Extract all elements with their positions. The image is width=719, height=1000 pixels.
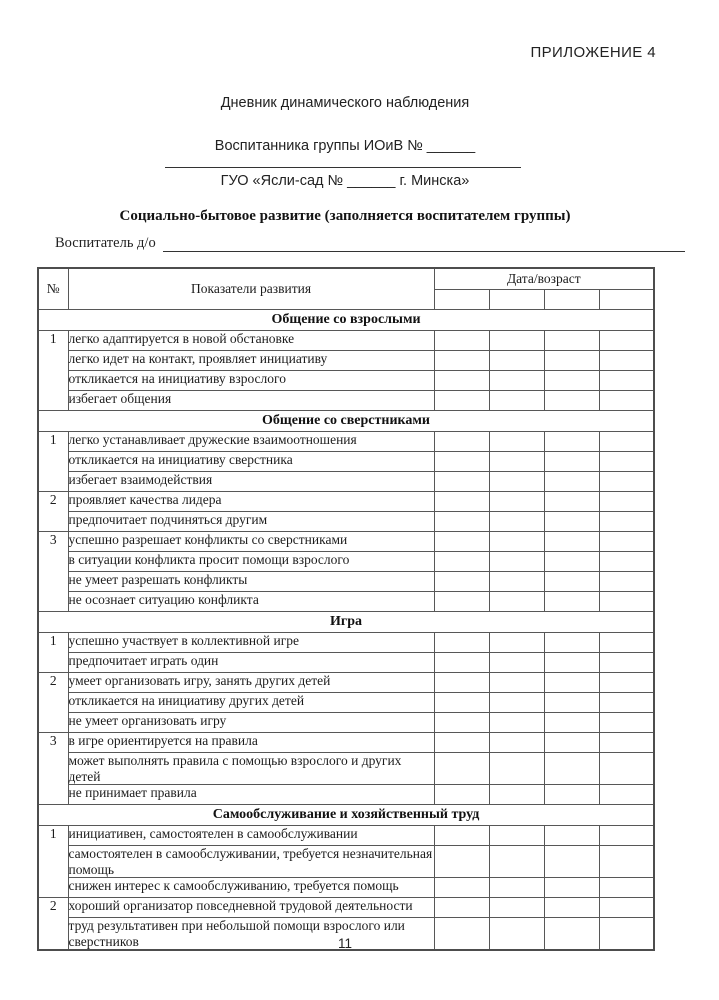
date-cell <box>599 532 654 552</box>
institution-line: ГУО «Ясли-сад № ______ г. Минска» <box>220 173 470 189</box>
date-cell <box>489 633 544 653</box>
table-header-row <box>38 268 654 290</box>
date-cell <box>489 532 544 552</box>
indicator-cell: хороший организатор повседневной трудовой деятельности <box>68 898 434 918</box>
indicator-cell: успешно участвует в коллективной игре <box>68 633 434 653</box>
date-cell <box>599 432 654 452</box>
indicator-cell: не осознает ситуацию конфликта <box>68 592 434 612</box>
date-cell <box>544 878 599 898</box>
table-row <box>38 472 654 492</box>
date-cell <box>434 826 489 846</box>
row-number-cell: 2 <box>38 898 68 951</box>
date-cell <box>489 653 544 673</box>
indicator-cell: не умеет организовать игру <box>68 713 434 733</box>
date-cell <box>544 532 599 552</box>
date-cell <box>599 572 654 592</box>
table-row <box>38 512 654 532</box>
date-cell <box>489 846 544 878</box>
date-cell <box>489 492 544 512</box>
date-column-cell <box>434 290 489 310</box>
date-cell <box>489 452 544 472</box>
section-title-row <box>38 805 654 826</box>
section-heading: Социально-бытовое развитие (заполняется воспитателем группы) <box>119 208 571 224</box>
indicator-cell: предпочитает играть один <box>68 653 434 673</box>
date-cell <box>544 673 599 693</box>
table-row <box>38 532 654 552</box>
table-row <box>38 432 654 452</box>
date-cell <box>434 592 489 612</box>
date-cell <box>434 653 489 673</box>
table-row <box>38 826 654 846</box>
teacher-writing-line <box>163 235 685 252</box>
date-cell <box>599 673 654 693</box>
section-title-row <box>38 310 654 331</box>
date-cell <box>544 733 599 753</box>
date-cell <box>544 713 599 733</box>
date-cell <box>599 693 654 713</box>
date-column-cell <box>599 290 654 310</box>
date-cell <box>489 753 544 785</box>
date-cell <box>489 785 544 805</box>
date-cell <box>489 733 544 753</box>
table-row <box>38 846 654 878</box>
table-row <box>38 673 654 693</box>
date-cell <box>434 633 489 653</box>
col-header-indicators: Показатели развития <box>68 268 434 310</box>
date-cell <box>599 331 654 351</box>
date-cell <box>599 351 654 371</box>
date-cell <box>544 391 599 411</box>
date-cell <box>544 432 599 452</box>
indicator-cell: откликается на инициативу взрослого <box>68 371 434 391</box>
observation-table <box>37 267 655 951</box>
appendix-label: ПРИЛОЖЕНИЕ 4 <box>530 44 656 61</box>
date-cell <box>544 633 599 653</box>
date-cell <box>489 572 544 592</box>
date-cell <box>544 653 599 673</box>
date-cell <box>489 512 544 532</box>
date-cell <box>599 713 654 733</box>
section-title-row <box>38 612 654 633</box>
table-row <box>38 331 654 351</box>
col-header-date-age: Дата/возраст <box>434 268 654 290</box>
date-cell <box>489 673 544 693</box>
table-row <box>38 733 654 753</box>
row-number-cell: 3 <box>38 532 68 612</box>
table-row <box>38 351 654 371</box>
indicator-cell: снижен интерес к самообслуживанию, требуется помощь <box>68 878 434 898</box>
date-cell <box>489 331 544 351</box>
date-cell <box>544 753 599 785</box>
date-cell <box>489 371 544 391</box>
teacher-line <box>55 235 685 252</box>
date-cell <box>544 572 599 592</box>
table-row <box>38 633 654 653</box>
date-cell <box>544 552 599 572</box>
table-row <box>38 552 654 572</box>
date-cell <box>434 673 489 693</box>
table-row <box>38 371 654 391</box>
indicator-cell: легко адаптируется в новой обстановке <box>68 331 434 351</box>
date-cell <box>489 826 544 846</box>
date-cell <box>434 572 489 592</box>
date-cell <box>599 753 654 785</box>
date-cell <box>599 592 654 612</box>
date-cell <box>599 552 654 572</box>
table-row <box>38 693 654 713</box>
name-writing-line <box>165 153 521 168</box>
document-title: Дневник динамического наблюдения <box>220 95 470 111</box>
indicator-cell: в ситуации конфликта просит помощи взрослого <box>68 552 434 572</box>
date-cell <box>434 878 489 898</box>
date-cell <box>599 633 654 653</box>
date-cell <box>489 898 544 918</box>
date-cell <box>489 351 544 371</box>
date-cell <box>434 331 489 351</box>
date-cell <box>599 653 654 673</box>
section-title-cell: Самообслуживание и хозяйственный труд <box>38 805 654 826</box>
row-number-cell: 1 <box>38 826 68 898</box>
indicator-cell: откликается на инициативу сверстника <box>68 452 434 472</box>
date-cell <box>599 826 654 846</box>
date-cell <box>434 552 489 572</box>
table-row <box>38 785 654 805</box>
indicator-cell: откликается на инициативу других детей <box>68 693 434 713</box>
table-row <box>38 713 654 733</box>
date-cell <box>544 512 599 532</box>
date-cell <box>489 592 544 612</box>
date-cell <box>434 351 489 371</box>
date-cell <box>434 432 489 452</box>
date-cell <box>489 552 544 572</box>
indicator-cell: избегает взаимодействия <box>68 472 434 492</box>
date-cell <box>599 878 654 898</box>
date-cell <box>544 826 599 846</box>
row-number-cell: 2 <box>38 673 68 733</box>
date-cell <box>489 693 544 713</box>
date-cell <box>434 898 489 918</box>
date-cell <box>489 391 544 411</box>
date-cell <box>434 713 489 733</box>
date-cell <box>434 452 489 472</box>
date-cell <box>434 753 489 785</box>
section-title-row <box>38 411 654 432</box>
indicator-cell: труд результативен при небольшой помощи взрослого или сверстников <box>68 918 434 951</box>
date-cell <box>544 592 599 612</box>
table-row <box>38 592 654 612</box>
date-cell <box>599 512 654 532</box>
date-cell <box>434 391 489 411</box>
table-row <box>38 898 654 918</box>
indicator-cell: не принимает правила <box>68 785 434 805</box>
date-cell <box>434 512 489 532</box>
date-cell <box>599 492 654 512</box>
date-cell <box>544 371 599 391</box>
date-cell <box>544 452 599 472</box>
date-cell <box>434 693 489 713</box>
date-cell <box>489 713 544 733</box>
indicator-cell: в игре ориентируется на правила <box>68 733 434 753</box>
date-cell <box>544 846 599 878</box>
date-cell <box>544 351 599 371</box>
page-number: 11 <box>337 936 352 951</box>
date-cell <box>434 733 489 753</box>
table-row <box>38 572 654 592</box>
section-title-cell: Общение со сверстниками <box>38 411 654 432</box>
row-number-cell: 3 <box>38 733 68 805</box>
date-cell <box>489 472 544 492</box>
date-cell <box>489 432 544 452</box>
row-number-cell: 1 <box>38 432 68 492</box>
section-title-cell: Игра <box>38 612 654 633</box>
date-cell <box>599 785 654 805</box>
date-cell <box>434 846 489 878</box>
col-header-number: № <box>38 268 68 310</box>
date-cell <box>599 371 654 391</box>
date-cell <box>434 472 489 492</box>
date-cell <box>544 693 599 713</box>
row-number-cell: 1 <box>38 633 68 673</box>
date-cell <box>599 846 654 878</box>
indicator-cell: не умеет разрешать конфликты <box>68 572 434 592</box>
date-cell <box>599 452 654 472</box>
indicator-cell: легко устанавливает дружеские взаимоотношения <box>68 432 434 452</box>
date-cell <box>544 472 599 492</box>
date-cell <box>434 532 489 552</box>
date-cell <box>599 472 654 492</box>
indicator-cell: проявляет качества лидера <box>68 492 434 512</box>
indicator-cell: умеет организовать игру, занять других детей <box>68 673 434 693</box>
teacher-label: Воспитатель д/о <box>55 235 156 251</box>
indicator-cell: успешно разрешает конфликты со сверстниками <box>68 532 434 552</box>
indicator-cell: легко идет на контакт, проявляет инициативу <box>68 351 434 371</box>
date-cell <box>544 492 599 512</box>
date-cell <box>489 878 544 898</box>
date-cell <box>544 898 599 918</box>
indicator-cell: инициативен, самостоятелен в самообслуживании <box>68 826 434 846</box>
date-cell <box>434 785 489 805</box>
pupil-group-line: Воспитанника группы ИОиВ № ______ <box>214 138 476 154</box>
date-cell <box>434 492 489 512</box>
date-cell <box>599 898 654 918</box>
date-cell <box>599 391 654 411</box>
indicator-cell: может выполнять правила с помощью взрослого и других детей <box>68 753 434 785</box>
date-column-cell <box>544 290 599 310</box>
indicator-cell: предпочитает подчиняться другим <box>68 512 434 532</box>
row-number-cell: 2 <box>38 492 68 532</box>
indicator-cell: самостоятелен в самообслуживании, требуется незначительная помощь <box>68 846 433 877</box>
date-cell <box>599 733 654 753</box>
table-row <box>38 492 654 512</box>
section-title-cell: Общение со взрослыми <box>38 310 654 331</box>
date-cell <box>434 371 489 391</box>
indicator-cell: избегает общения <box>68 391 434 411</box>
table-row <box>38 452 654 472</box>
row-number-cell: 1 <box>38 331 68 411</box>
date-cell <box>544 331 599 351</box>
table-row <box>38 391 654 411</box>
date-column-cell <box>489 290 544 310</box>
table-row <box>38 878 654 898</box>
date-cell <box>544 785 599 805</box>
table-row <box>38 753 654 785</box>
table-row <box>38 653 654 673</box>
